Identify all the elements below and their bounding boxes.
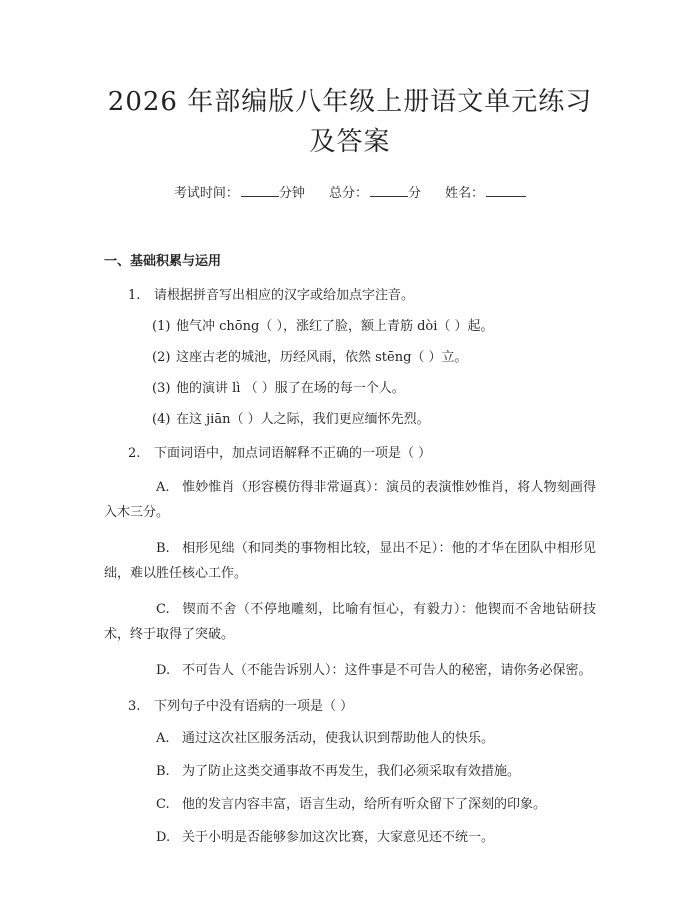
option-letter: B. xyxy=(156,764,170,779)
option-letter: D. xyxy=(156,830,171,845)
option-letter: C. xyxy=(156,602,170,617)
total-score-unit: 分 xyxy=(408,186,422,201)
sub-question-text: 在这 jiān（ ）人之际，我们更应缅怀先烈。 xyxy=(176,412,430,427)
option-letter: B. xyxy=(156,541,170,556)
question-text: 请根据拼音写出相应的汉字或给加点字注音。 xyxy=(154,288,415,303)
answer-option xyxy=(104,728,596,750)
student-name-blank xyxy=(486,182,526,197)
question-text: 下列句子中没有语病的一项是（ ） xyxy=(154,699,354,714)
option-text: 通过这次社区服务活动，使我认识到帮助他人的快乐。 xyxy=(182,731,495,746)
sub-question-number: (4) xyxy=(152,412,171,427)
answer-option xyxy=(104,794,596,816)
sub-question-number: (2) xyxy=(152,350,171,365)
option-text: 他的发言内容丰富，语言生动，给所有听众留下了深刻的印象。 xyxy=(182,797,547,812)
question-number: 1. xyxy=(128,288,141,303)
total-score-field xyxy=(329,182,421,204)
option-text: 不可告人（不能告诉别人）：这件事是不可告人的秘密，请你务必保密。 xyxy=(182,663,592,678)
total-score-label: 总分： xyxy=(328,186,368,201)
option-letter: A. xyxy=(156,480,170,495)
exam-time-label: 考试时间： xyxy=(173,186,239,201)
answer-option xyxy=(104,597,596,647)
section-heading: 一、基础积累与运用 xyxy=(104,254,222,269)
option-text: 惟妙惟肖（形容模仿得非常逼真）：演员的表演惟妙惟肖，将人物刻画得入木三分。 xyxy=(104,480,596,520)
exam-time-blank xyxy=(241,182,279,197)
student-name-field xyxy=(445,182,526,204)
answer-option xyxy=(104,658,596,683)
question-1 xyxy=(104,286,596,430)
question-stem xyxy=(104,444,596,464)
sub-question xyxy=(104,410,596,430)
sub-question-text: 他的演讲 lì （ ）服了在场的每一个人。 xyxy=(176,381,405,396)
option-text: 相形见绌（和同类的事物相比较，显出不足）：他的才华在团队中相形见绌，难以胜任核心工作。 xyxy=(104,541,596,581)
question-number: 3. xyxy=(128,699,141,714)
answer-option xyxy=(104,827,596,849)
question-stem xyxy=(104,286,596,306)
exam-info-line xyxy=(104,182,596,204)
answer-option xyxy=(104,761,596,783)
answer-option xyxy=(104,536,596,586)
sub-question-text: 这座古老的城池，历经风雨，依然 stēng（ ）立。 xyxy=(176,350,468,365)
option-letter: C. xyxy=(156,797,170,812)
option-text: 关于小明是否能够参加这次比赛，大家意见还不统一。 xyxy=(182,830,495,845)
sub-question-text: 他气冲 chōng（ ），涨红了脸，额上青筋 dòi（ ）起。 xyxy=(176,319,494,334)
student-name-label: 姓名： xyxy=(445,186,485,201)
option-text: 为了防止这类交通事故不再发生，我们必须采取有效措施。 xyxy=(182,764,521,779)
exam-time-unit: 分钟 xyxy=(278,186,305,201)
page-title: 2026 年部编版八年级上册语文单元练习及答案 xyxy=(107,87,593,157)
option-text: 锲而不舍（不停地雕刻，比喻有恒心，有毅力）：他锲而不舍地钻研技术，终于取得了突破。 xyxy=(104,602,596,642)
sub-question-number: (1) xyxy=(152,319,171,334)
sub-question xyxy=(104,317,596,337)
sub-question-number: (3) xyxy=(152,381,171,396)
question-stem xyxy=(104,697,596,717)
question-text: 下面词语中，加点词语解释不正确的一项是（ ） xyxy=(154,446,432,461)
question-3 xyxy=(104,697,596,849)
option-letter: A. xyxy=(156,731,170,746)
question-2 xyxy=(104,444,596,683)
sub-question xyxy=(104,348,596,368)
option-letter: D. xyxy=(156,663,171,678)
answer-option xyxy=(104,475,596,525)
sub-question xyxy=(104,379,596,399)
exam-time-field xyxy=(174,182,305,204)
question-number: 2. xyxy=(128,446,141,461)
total-score-blank xyxy=(370,182,408,197)
